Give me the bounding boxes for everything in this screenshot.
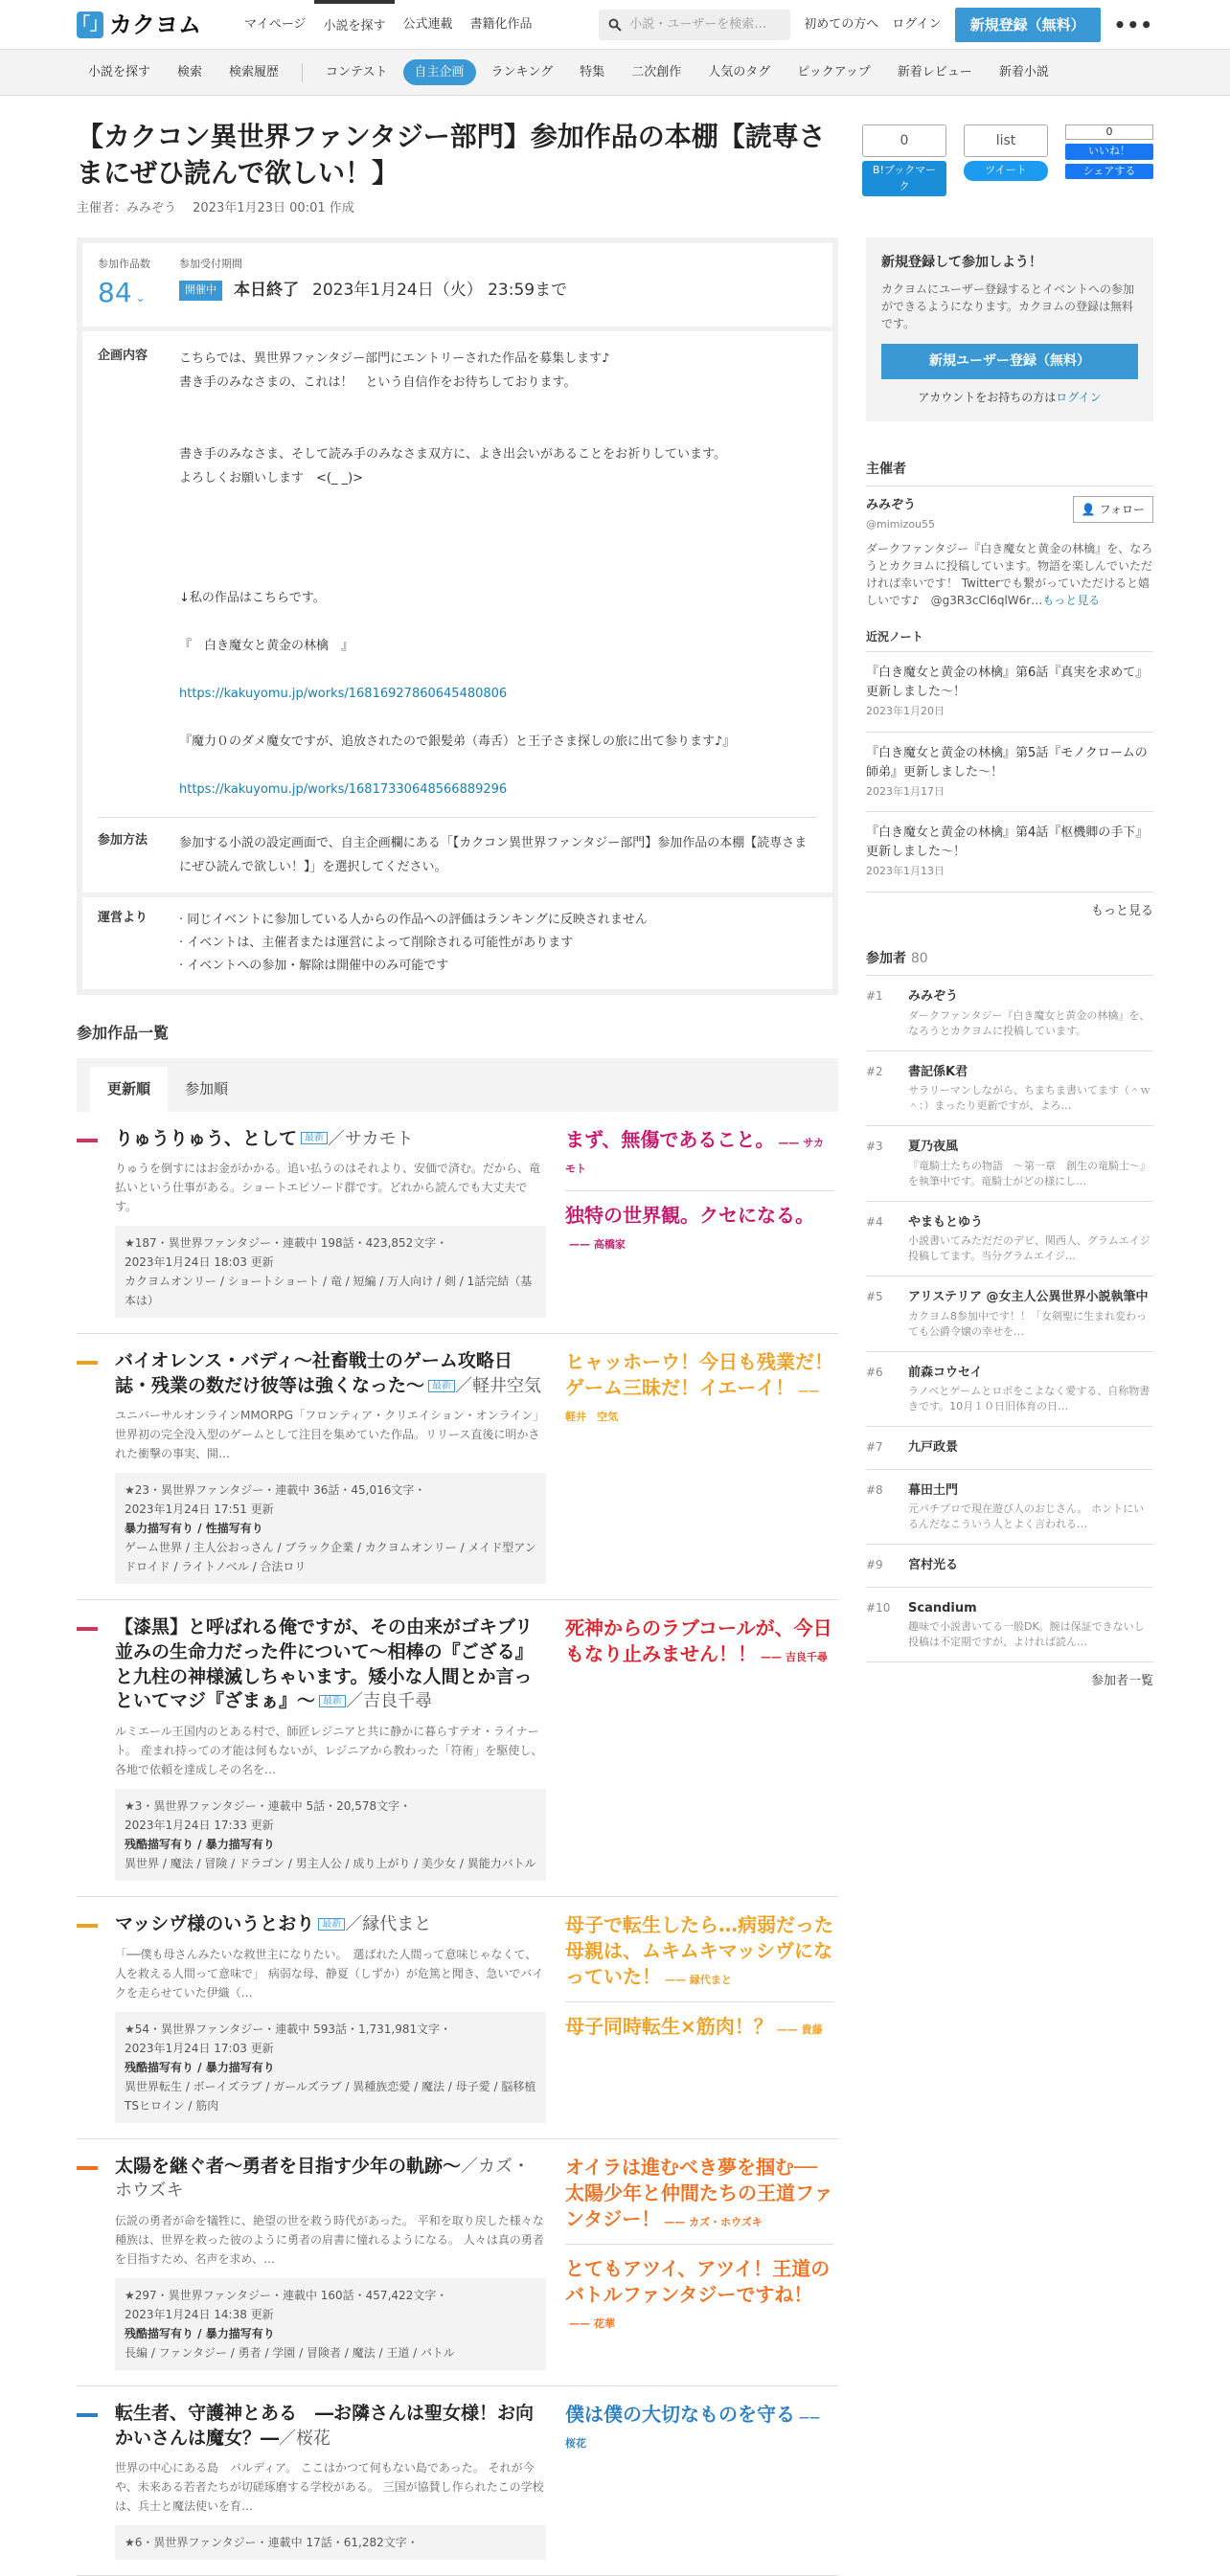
work-meta: ★297・異世界ファンタジー・連載中 160話・457,422文字・ 2023年1月24日 14:38 更新 残酷描写有り / 暴力描写有り 長編 / ファンタジー / 勇者 / 学園 / 冒険者 / 魔法 / 王道 / バトル [115,2278,546,2370]
count-label: 参加作品数 [98,257,150,273]
work-desc: ルミエール王国内のとある村で、師匠レジニアと共に静かに暮らすテオ・ライナート。 産まれ持っての才能は何もないが、レジニアから教わった「符術」を駆使し、各地で依頼を達成しその名を… [115,1722,546,1779]
genre-bar [77,1924,98,1928]
list-button[interactable]: list [964,124,1048,157]
top-right [599,0,1153,50]
content-line: 書き手のみなさまの、これは！ という自信作をお待ちしております。 [179,371,817,395]
members-heading: 参加者 80 [866,949,1153,969]
chevron-down-icon: ⌄ [132,291,146,305]
work-tags[interactable]: 異世界 / 魔法 / 冒険 / ドラゴン / 男主人公 / 成り上がり / 美少女 / 異能力バトル [125,1854,536,1873]
deadline [179,279,567,304]
work-author[interactable]: ／サカモト [328,1129,414,1149]
subnav-history[interactable]: 検索履歴 [217,59,290,86]
works-heading: 参加作品一覧 [77,1022,838,1045]
fb-like-button[interactable]: いいね！ [1065,144,1153,160]
content-link[interactable]: https://kakuyomu.jp/works/16816927860645480806 [179,682,817,706]
page-title: 【カクコン異世界ファンタジー部門】参加作品の本棚【読専さまにぜひ読んで欲しい！】 [77,119,843,192]
unei-row [82,893,832,989]
unei-label: 運営より [98,909,179,978]
search-placeholder: 小説・ユーザーを検索… [629,15,766,34]
fb-share-button[interactable]: シェアする [1065,164,1153,180]
count-value[interactable]: 84 ⌄ [98,273,150,313]
work-tags[interactable]: カクヨムオンリー / ショートショート / 竜 / 短編 / 万人向け / 剣 / 1話完結（基本は） [125,1272,536,1310]
host-desc: ダークファンタジー『白き魔女と黄金の林檎』を、なろうとカクヨムに投稿しています。物語を楽しんでいただければ幸いです！ Twitterでも繋がっていただけると嬉しいです♪ @g3R3cCl6qlW6r…もっと見る [866,540,1153,609]
first-time-link[interactable]: 初めての方へ [804,15,878,34]
work-item [77,1112,838,1335]
top-nav [236,0,541,50]
work-author[interactable]: ／吉良千尋 [346,1691,432,1711]
content-line [179,610,817,634]
catchphrase[interactable]: 母子で転生したら…病弱だった母親は、ムキムキマッシヴになっていた！ —— 縁代まと [565,1912,833,1990]
work-meta: ★54・異世界ファンタジー・連載中 593話・1,731,981文字・ 2023年1月24日 17:03 更新 残酷描写有り / 暴力描写有り 異世界転生 / ボーイズラブ / ガールズラブ / 異種族恋愛 / 魔法 / 母子愛 / 脳移植TSヒロイン / 筋肉 [115,2012,546,2123]
content-line [179,562,817,586]
signup-button[interactable]: 新規登録（無料） [955,8,1101,43]
fb-count: 0 [1065,124,1153,140]
content-line: こちらでは、異世界ファンタジー部門にエントリーされた作品を募集します♪ [179,347,817,371]
work-author[interactable]: ／カズ・ホウズキ [115,2157,530,2202]
member-item[interactable]: #2 書記係K君 サラリーマンしながら、ちまちま書いてます（＾ｗ＾：）まったり更新ですが、よろ… [866,1051,1153,1127]
subnav-pickup[interactable]: ピックアップ [786,59,882,86]
member-item[interactable]: #7 九戸政景 [866,1427,1153,1470]
count-block [98,257,150,313]
subnav-reviews[interactable]: 新着レビュー [886,59,984,86]
work-desc: 世界の中心にある島 バルディア。 ここはかつて何もない島であった。 それが今や、未来ある若者たちが切磋琢磨する学校がある。 三国が協賛し作られたこの学校は、兵士と魔法使いを育… [115,2458,546,2516]
work-main [77,1912,546,2123]
work-tags[interactable]: 長編 / ファンタジー / 勇者 / 学園 / 冒険者 / 魔法 / 王道 / バトル [125,2343,536,2362]
member-item[interactable]: #5 アリステリア @女主人公異世界小説執筆中 カクヨム8参加中です！！「女剣聖に生まれ変わっても公爵令嬢の幸せを… [866,1277,1153,1352]
genre-bar [77,1627,98,1631]
member-item[interactable]: #1 みみぞう ダークファンタジー『白き魔女と黄金の林檎』を、なろうとカクヨムに投稿しています。 [866,976,1153,1051]
work-tags[interactable]: ゲーム世界 / 主人公おっさん / ブラック企業 / カクヨムオンリー / メイド型アンドロイド / ライトノベル / 合法ロリ [125,1538,536,1576]
content-line [179,538,817,562]
works-tabs [77,1058,838,1112]
work-catches [546,1616,833,1881]
member-item[interactable]: #6 前森コウセイ ラノベとゲームとロボをこよなく愛する、自称物書きです。10月１０日旧体育の日… [866,1352,1153,1428]
member-item[interactable]: #9 宮村光る [866,1545,1153,1588]
logo-text: カクヨム [109,8,201,42]
subnav-fanfic[interactable]: 二次創作 [620,59,693,86]
unei-list [179,909,817,978]
logo[interactable] [77,8,201,42]
share-area [862,124,1153,196]
hatena-share [862,124,946,196]
content-line [179,658,817,682]
work-meta: ★6・異世界ファンタジー・連載中 17話・61,282文字・ [115,2525,546,2560]
content-body [179,347,817,802]
work-main [77,1127,546,1319]
subnav-ranking[interactable]: ランキング [480,59,565,86]
side-login-link[interactable]: ログイン [1056,391,1101,404]
hatena-button[interactable]: B!ブックマーク [862,161,946,196]
host-heading: 主催者 [866,460,1153,480]
work-item [77,2386,838,2576]
work-item [77,1897,838,2139]
genre-bar [77,2166,98,2170]
catchphrase[interactable]: とてもアツイ、アツイ！王道のバトルファンタジーですね！—— 花華 [565,2256,833,2334]
note-item[interactable]: 『白き魔女と黄金の林檎』第4話『枢機卿の手下』更新しました～！ 2023年1月13日 [866,812,1153,893]
content-line [179,395,817,418]
member-item[interactable]: #8 幕田土門 元パチプロで現在遊び人のおじさん。 ホントにいるんだなこういう人とよく言われる… [866,1470,1153,1546]
subnav-feature[interactable]: 特集 [568,59,616,86]
tab-updated[interactable]: 更新順 [90,1067,168,1112]
work-meta: ★187・異世界ファンタジー・連載中 198話・423,852文字・ 2023年1月24日 18:03 更新 カクヨムオンリー / ショートショート / 竜 / 短編 / 万人向け / 剣 / 1話完結（基本は） [115,1226,546,1318]
content-row [98,331,817,818]
content-line [179,706,817,730]
have-account: アカウントをお持ちの方はログイン [881,389,1138,406]
members-all-link[interactable]: 参加者一覧 [866,1672,1153,1691]
work-desc: 伝説の勇者が命を犠牲に、絶望の世を救う時代があった。 平和を取り戻した様々な種族は、世界を救った彼のように勇者の肩書に憧れるようになる。 人々は真の勇者を目指すため、名声を求め、… [115,2211,546,2269]
work-item [77,1334,838,1600]
nav-official[interactable]: 公式連載 [395,0,462,50]
unei-item: · イベントへの参加・解除は開催中のみ可能です [179,955,817,978]
catchphrase[interactable]: まず、無傷であること。 —— サカモト [565,1127,833,1179]
subnav-events[interactable]: 自主企画 [403,59,476,86]
status-badge: 開催中 [179,281,222,301]
member-item[interactable]: #10 Scandium 趣味で小説書いてる一般DK。腕は保証できないし投稿は不定期ですが、よければ読ん… [866,1588,1153,1663]
content-line [179,490,817,514]
search-box[interactable] [599,10,790,40]
catchphrase[interactable]: 死神からのラブコールが、今日もなり止みません！！ —— 吉良千尋 [565,1616,833,1667]
list-share [964,124,1048,196]
work-title[interactable]: りゅうりゅう、として 最新 ／サカモト [115,1127,546,1152]
new-badge: 最新 [319,1695,346,1707]
catchphrase[interactable]: 母子同時転生×筋肉！？ —— 貴藤 [565,2014,833,2040]
deadline-date: 2023年1月24日（火） 23:59まで [312,279,567,304]
sub-nav [0,50,1230,96]
login-link[interactable]: ログイン [892,15,941,34]
content-line [179,418,817,442]
host-id: @mimizou55 [866,517,935,533]
work-title[interactable]: マッシヴ様のいうとおり 最新 ／縁代まと [115,1912,546,1937]
work-title[interactable]: 【漆黒】と呼ばれる俺ですが、その由来がゴキブリ並みの生命力だった件について～相棒の『ござる』と九柱の神様滅しちゃいます。矮小な人間とか言っといてマジ『ざまぁ』～ 最新 ／吉良千尋 [115,1616,546,1714]
members-list [866,976,1153,1662]
work-desc: ユニバーサルオンラインMMORPG「フロンティア・クリエイション・オンライン」 世界初の完全没入型のゲームとして注目を集めていた作品。リリース直後に明かされた衝撃の事実、開… [115,1406,546,1463]
work-catches [546,2155,833,2370]
unei-item: · イベントは、主催者または運営によって削除される可能性があります [179,932,817,955]
new-badge: 最新 [428,1380,455,1392]
hatena-count: 0 [862,124,946,157]
new-badge: 最新 [301,1132,328,1144]
notes-more-link[interactable]: もっと見る [866,902,1153,921]
how-row [82,818,832,893]
catchphrase[interactable]: 僕は僕の大切なものを守る —— 桜花 [565,2402,833,2453]
notes-list [866,652,1153,893]
host-section [866,460,1153,609]
work-tags[interactable]: 異世界転生 / ボーイズラブ / ガールズラブ / 異種族恋愛 / 魔法 / 母子愛 / 脳移植TSヒロイン / 筋肉 [125,2077,536,2115]
nav-find-novels[interactable]: 小説を探す [314,0,394,50]
genre-bar [77,2413,98,2417]
work-main [77,1349,546,1584]
nav-books[interactable]: 書籍化作品 [462,0,541,50]
title-area [77,96,1153,239]
notes-section [866,628,1153,920]
main-column [77,237,838,2576]
works-list [77,1112,838,2576]
work-catches [546,2402,833,2560]
work-title[interactable]: バイオレンス・バディ～社畜戦士のゲーム攻略日誌・残業の数だけ彼等は強くなった～ 最新 ／軽井空気 [115,1349,546,1398]
period-label: 参加受付期間 [179,257,567,273]
work-author[interactable]: ／縁代まと [345,1914,431,1934]
how-body: 参加する小説の設定画面で、自主企画欄にある「【カクコン異世界ファンタジー部門】参加作品の本棚【読専さまにぜひ読んで欲しい！】」を選択してください。 [179,831,817,879]
event-panel [77,237,838,995]
host-name[interactable]: みみぞう [866,496,935,515]
work-author[interactable]: ／軽井空気 [455,1376,541,1396]
note-item[interactable]: 『白き魔女と黄金の林檎』第6話『真実を求めて』更新しました～！ 2023年1月20日 [866,652,1153,733]
tweet-button[interactable]: ツイート [964,161,1048,181]
subnav-search[interactable]: 検索 [166,59,214,86]
work-item [77,1600,838,1897]
host-row [866,496,1153,532]
top-bar [0,0,1230,50]
note-item[interactable]: 『白き魔女と黄金の林檎』第5話『モノクロームの師弟』更新しました～！ 2023年1月17日 [866,733,1153,813]
new-badge: 最新 [318,1918,345,1931]
work-main [77,1616,546,1881]
content-line: 『魔力０のダメ魔女ですが、追放されたので銀髪弟（毒舌）と王子さま探しの旅に出て参ります♪』 [179,730,817,754]
content-line: ↓私の作品はこちらです。 [179,586,817,610]
genre-bar [77,1139,98,1142]
join-desc: カクヨムにユーザー登録するとイベントへの参加ができるようになります。カクヨムの登録は無料です。 [881,281,1138,332]
catchphrase[interactable]: オイラは進むべき夢を掴む──太陽少年と仲間たちの王道ファンタジー！ —— カズ・ホウズキ [565,2155,833,2232]
how-label: 参加方法 [98,831,179,879]
join-title: 新規登録して参加しよう！ [881,253,1138,273]
content-line: よろしくお願いします <(_ _)> [179,466,817,490]
subnav-find[interactable]: 小説を探す [77,59,162,86]
period-block [179,257,567,303]
catchphrase[interactable]: ヒャッホーウ！今日も残業だ！ゲーム三昧だ！イエーイ！ —— 軽井 空気 [565,1349,833,1427]
ends-today: 本日終了 [234,279,299,304]
content-line [179,514,817,538]
user-plus-icon: 👤 [1082,501,1096,518]
work-catches [546,1349,833,1584]
more-menu-icon[interactable]: ••• [1114,11,1153,39]
content-line [179,754,817,778]
work-main [77,2155,546,2370]
subnav-divider [302,63,303,82]
work-main [77,2402,546,2560]
event-stats [82,243,832,331]
subnav-tags[interactable]: 人気のタグ [696,59,782,86]
content-line: 書き手のみなさま、そして読み手のみなさま双方に、よき出会いがあることをお祈りしています。 [179,442,817,466]
work-meta: ★23・異世界ファンタジー・連載中 36話・45,016文字・ 2023年1月24日 17:51 更新 暴力描写有り / 性描写有り ゲーム世界 / 主人公おっさん / ブラック企業 / カクヨムオンリー / メイド型アンドロイド / ライトノベル / 合法ロリ [115,1473,546,1584]
catchphrase[interactable]: 独特の世界観。クセになる。—— 高橋家 [565,1203,833,1254]
content-label: 企画内容 [98,347,179,802]
work-desc: りゅうを倒すにはお金がかかる。追い払うのはそれより、安価で済む。だから、竜払いという仕事がある。ショートエピソード群です。どれから読んでも大丈夫です。 [115,1159,546,1216]
title-wrap [0,96,1230,239]
work-title[interactable]: 転生者、守護神とある ―お隣さんは聖女様！お向かいさんは魔女？―／桜花 [115,2402,546,2451]
tab-joined[interactable]: 参加順 [168,1067,245,1112]
page-meta: 主催者：みみぞう 2023年1月23日 00:01 作成 [77,199,1153,218]
content-line: 『 白き魔女と黄金の林檎 』 [179,634,817,658]
subnav-new[interactable]: 新着小説 [988,59,1060,86]
member-item[interactable]: #3 夏乃夜風 『竜騎士たちの物語 〜第一章 創生の竜騎士〜』を執筆中です。竜騎士がどの様にし… [866,1126,1153,1202]
fb-share [1065,124,1153,196]
logo-mark: 「」 [77,11,103,38]
member-item[interactable]: #4 やまもとゆう 小説書いてみただだのデビ、関西人、グラムエイジ投稿してます。当分グラムエイジ… [866,1202,1153,1277]
search-icon [608,18,622,32]
work-desc: 「──僕も母さんみたいな救世主になりたい。 選ばれた人間って意味じゃなくて、人を救える人間って意味で」 病弱な母、静夏（しずか）が危篤と聞き、急いでバイクを走らせていた伊織（… [115,1945,546,2002]
members-section [866,949,1153,1691]
host-more-link[interactable]: もっと見る [1042,594,1100,607]
unei-item: · 同じイベントに参加している人からの作品への評価はランキングに反映されません [179,909,817,932]
work-catches [546,1127,833,1319]
subnav-contest[interactable]: コンテスト [314,59,399,86]
work-item [77,2139,838,2386]
sidebar [866,237,1153,1691]
join-box [866,237,1153,421]
notes-heading: 近況ノート [866,628,1153,645]
nav-mypage[interactable]: マイページ [236,0,314,50]
work-title[interactable]: 太陽を継ぐ者～勇者を目指す少年の軌跡～／カズ・ホウズキ [115,2155,546,2203]
work-author[interactable]: ／桜花 [279,2429,330,2449]
follow-button[interactable]: 👤 フォロー [1073,496,1153,523]
content-link[interactable]: https://kakuyomu.jp/works/16817330648566889296 [179,778,817,802]
genre-bar [77,1361,98,1365]
register-button[interactable]: 新規ユーザー登録（無料） [881,344,1138,379]
work-meta: ★3・異世界ファンタジー・連載中 5話・20,578文字・ 2023年1月24日 17:33 更新 残酷描写有り / 暴力描写有り 異世界 / 魔法 / 冒険 / ドラゴン / 男主人公 / 成り上がり / 美少女 / 異能力バトル [115,1789,546,1881]
work-catches [546,1912,833,2123]
